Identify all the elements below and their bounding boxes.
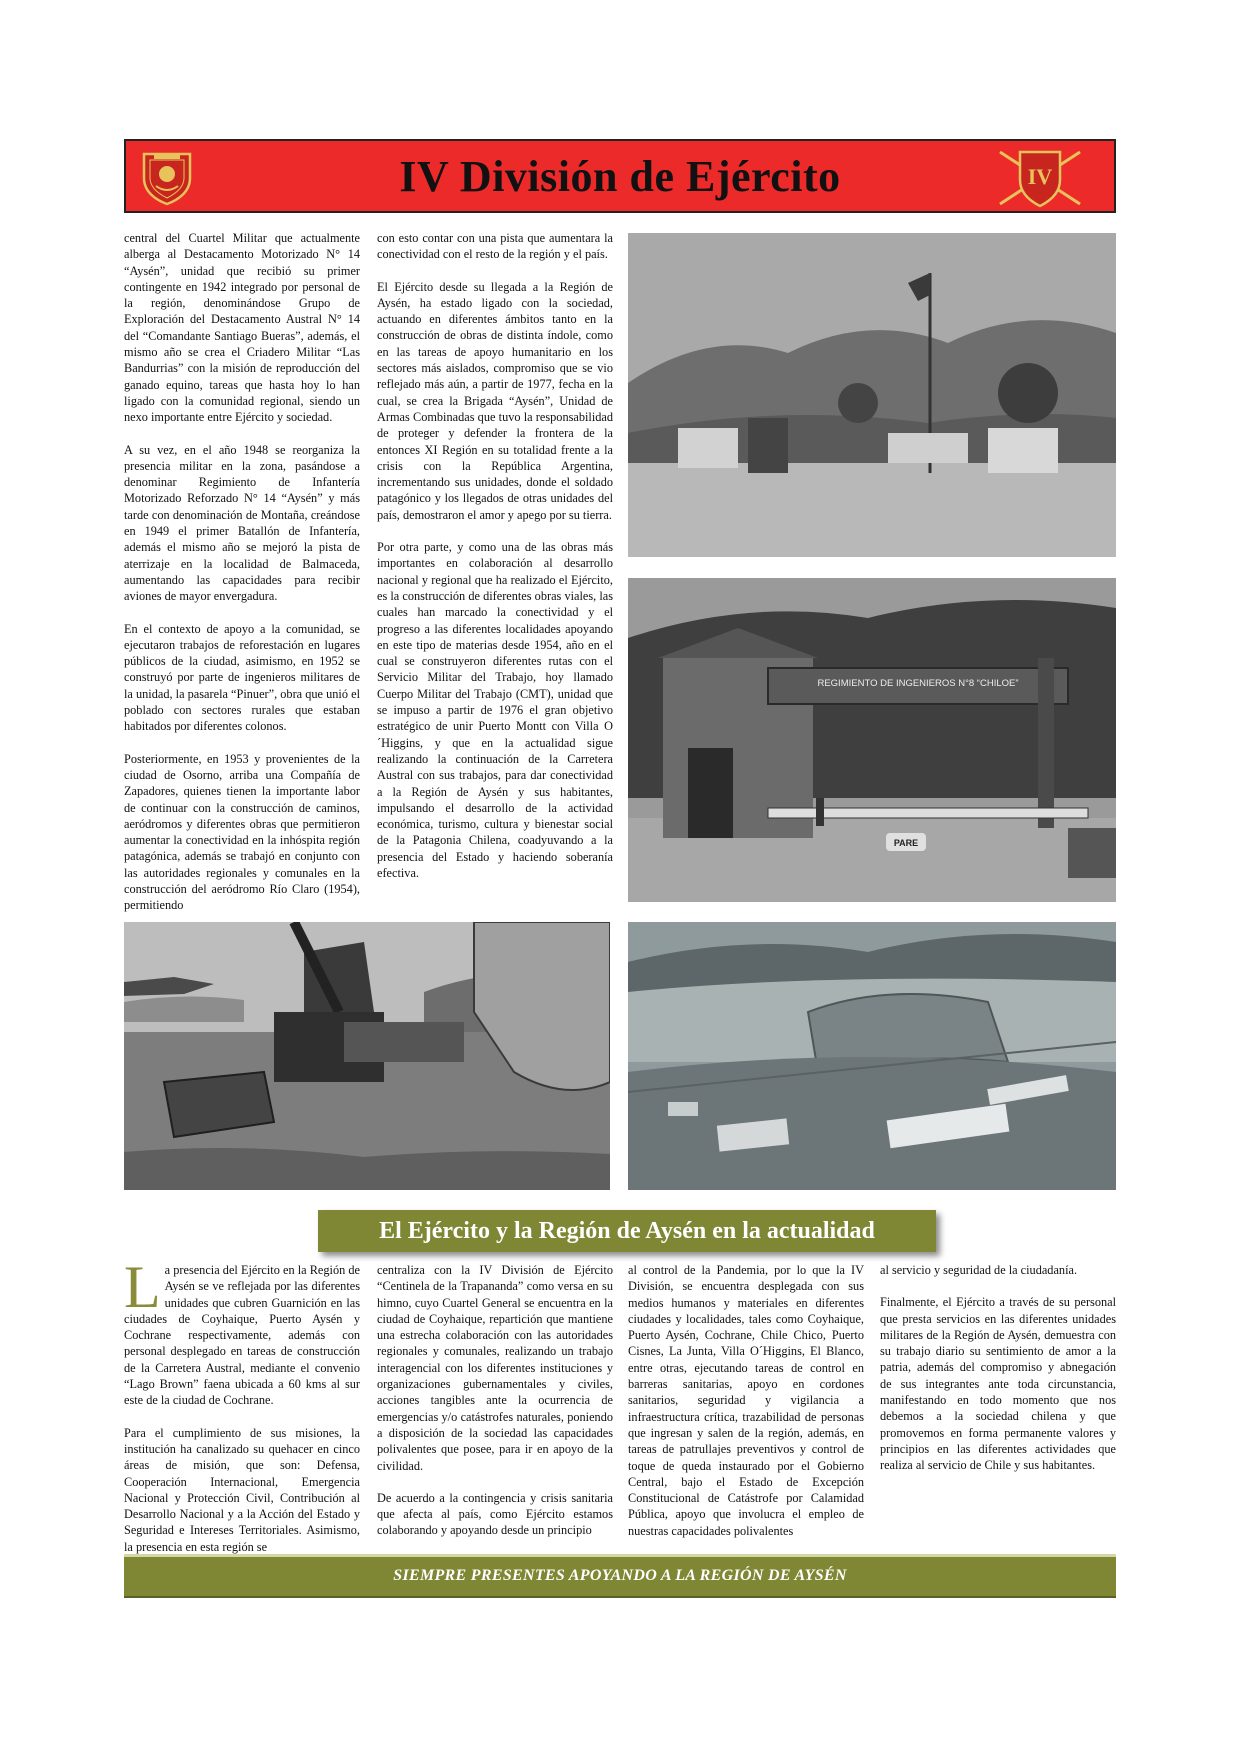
paragraph: Por otra parte, y como una de las obras más importantes en colaboración al desarrollo nacional y regional que ha realizado el Ejército, es la construcción de diferentes obras viales, las cuales han marcado la conectividad y el progreso a las diferentes localidades apoyando en este tipo de materias desde 1954, año en el cual se construyeron diferentes rutas con el Servicio Militar del Trabajo, hoy llamado Cuerpo Militar del Trabajo (CMT), unidad que se impuso a partir de 1976 el gran objetivo estratégico de unir Puerto Montt con Villa O´Higgins, y que en la actualidad sigue realizando la continuación de la Carretera Austral con sus trabajos, para dar conectividad a la Región de Aysén y sus habitantes, impulsando el desarrollo de la actividad económica, turismo, cultura y bienestar social de la Patagonia Chilena, coadyuvando a la presencia del Estado y haciendo soberanía efectiva. <box>377 540 613 880</box>
paragraph: Posteriormente, en 1953 y provenientes de la ciudad de Osorno, arriba una Compañía de Zapadores, quienes tienen la importante labor de continuar con la construcción de caminos, aeródromos y diferentes obras que permitieron aumentar la conectividad en la inhóspita región patagónica, además se trabajó en conjunto con las autoridades regionales y comunales en la construcción del aeródromo Río Claro (1954), permitiendo <box>124 751 360 913</box>
paragraph-text: a presencia del Ejército en la Región de Aysén se ve reflejada por las diferentes unidades que cubren Guarnición en las ciudades de Coyhaique, Puerto Aysén y Cochrane respectivamente, además con personal desplegado en tareas de construcción de la Carretera Austral, mediante el convenio “Lago Brown” faena ubicada a 60 kms al sur este de la ciudad de Cochrane. <box>124 1263 360 1408</box>
photo-flag-entrance <box>628 233 1116 557</box>
text-column-3 <box>124 1254 360 1571</box>
text-column-4 <box>377 1262 613 1555</box>
division-badge-text: IV <box>1027 164 1053 189</box>
photo-aerial-base <box>628 922 1116 1190</box>
paragraph: Para el cumplimiento de sus misiones, la institución ha canalizado su quehacer en cinco áreas de misión, que son: Defensa, Cooperación Internacional, Emergencia Nacional y Protección Civil, Contribución al Desarrollo Nacional y a la Acción del Estado y Seguridad e Intereses Territoriales. Asimismo, la presencia en esta región se <box>124 1425 360 1554</box>
division-badge-logo <box>994 146 1086 210</box>
paragraph: A su vez, en el año 1948 se reorganiza la presencia militar en la zona, pasándose a denominar Regimiento de Infantería Motorizado Reforzado N° 14 “Aysén” y más tarde con denominación de Montaña, creándose en 1949 el primer Batallón de Infantería, además el mismo año se mejoró la pista de aterrizaje en la localidad de Balmaceda, aumentando las capacidades para recibir aviones de mayor envergadura. <box>124 442 360 604</box>
paragraph <box>124 1254 360 1409</box>
text-column-5 <box>628 1262 864 1555</box>
paragraph: central del Cuartel Militar que actualmente alberga al Destacamento Motorizado N° 14 “Aysén”, unidad que recibió su primer contingente en 1942 integrado por personal de la región, denominándose Grupo de Exploración del Destacamento Austral N° 14 del “Comandante Santiago Bueras”, además, el mismo año se crea el Criadero Militar “Las Bandurrias” con la misión de reproducción del ganado equino, tareas que hasta hoy lo han ligado con la comunidad regional, siendo un nexo importante entre Ejército y sociedad. <box>124 231 360 425</box>
paragraph: al control de la Pandemia, por lo que la IV División, se encuentra desplegada con sus medios humanos y materiales en diferentes ciudades y localidades, tales como Coyhaique, Puerto Aysén, Cochrane, Chile Chico, Puerto Cisnes, La Junta, Villa O´Higgins, El Blanco, entre otras, ejecutando tareas de control en barreras sanitarias, apoyo en cordones sanitarios, seguridad y vigilancia a infraestructura crítica, trazabilidad de personas que ingresan y salen de la región, además, en tareas de patrullajes preventivos y control de toque de queda instaurado por el Gobierno Central, bajo el Estado de Excepción Constitucional de Catástrofe por Calamidad Pública, apoyo que involucra el empleo de nuestras capacidades polivalentes <box>628 1263 864 1538</box>
paragraph: De acuerdo a la contingencia y crisis sanitaria que afecta al país, como Ejército estamos colaborando y apoyando desde un principio <box>377 1490 613 1538</box>
page-title: IV División de Ejército <box>399 152 841 201</box>
drop-cap: L <box>124 1254 161 1320</box>
paragraph: Finalmente, el Ejército a través de su personal que presta servicios en las diferentes unidades militares de la Región de Aysén, demuestra con su trabajo diario su sentimiento de amor a la patria, además del compromiso y abnegación de sus integrantes ante toda circunstancia, manifestando en todo momento que nos debemos a la sociedad chilena y que promovemos en forma permanente valores y principios en las diferentes actividades que realiza al servicio de Chile y sus habitantes. <box>880 1295 1116 1473</box>
photo-regiment-gate <box>628 578 1116 902</box>
section-heading: El Ejército y la Región de Aysén en la actualidad <box>318 1210 936 1252</box>
gate-sign-text: REGIMIENTO DE INGENIEROS N°8 “CHILOE” <box>817 678 1019 689</box>
motto-banner: SIEMPRE PRESENTES APOYANDO A LA REGIÓN DE AYSÉN <box>124 1554 1116 1598</box>
text-column-1 <box>124 230 360 930</box>
photo-bulldozer-landing <box>124 922 610 1190</box>
pare-sign-text: PARE <box>893 838 919 848</box>
paragraph: centraliza con la IV División de Ejército “Centinela de la Trapananda” como versa en su himno, cuyo Cuartel General se encuentra en la ciudad de Coyhaique, repartición que mantiene una estrecha colaboración con las autoridades regionales y comunales, realizando un trabajo interagencial con los diferentes instituciones y organizaciones gubernamentales y civiles, acciones tangibles ante la ocurrencia de emergencias y/o catástrofes naturales, poniendo a disposición de la sociedad las capacidades polivalentes que posee, para ir en apoyo de la civilidad. <box>377 1263 613 1473</box>
text-column-6 <box>880 1262 1116 1490</box>
page-header <box>124 139 1116 213</box>
paragraph: El Ejército desde su llegada a la Región de Aysén, ha estado ligado con la sociedad, actuando en diferentes ámbitos tanto en la construcción de obras de distinta índole, como en las tareas de apoyo humanitario en los sectores más aislados, compromiso que se vio reflejado más aún, a partir de 1977, fecha en la cual, se crea la Brigada “Aysén”, Unidad de Armas Combinadas que tuvo la responsabilidad de proteger y defender la frontera de la entonces XI Región en su totalidad frente a la crisis con la República Argentina, incrementando sus unidades, donde el soldado patagónico y los llegados de otras unidades del país, demostraron el amor y apego por su tierra. <box>377 279 613 522</box>
paragraph: con esto contar con una pista que aumentara la conectividad con el resto de la región y el país. <box>377 231 613 262</box>
paragraph: En el contexto de apoyo a la comunidad, se ejecutaron trabajos de reforestación en lugares públicos de la ciudad, asimismo, en 1952 se construyó por parte de ingenieros militares de la unidad, la pasarela “Pinuer”, obra que unió el poblado con sectores rurales que estaban habitados por diferentes colonos. <box>124 621 360 734</box>
text-column-2 <box>377 230 613 897</box>
paragraph: al servicio y seguridad de la ciudadanía. <box>880 1263 1078 1277</box>
